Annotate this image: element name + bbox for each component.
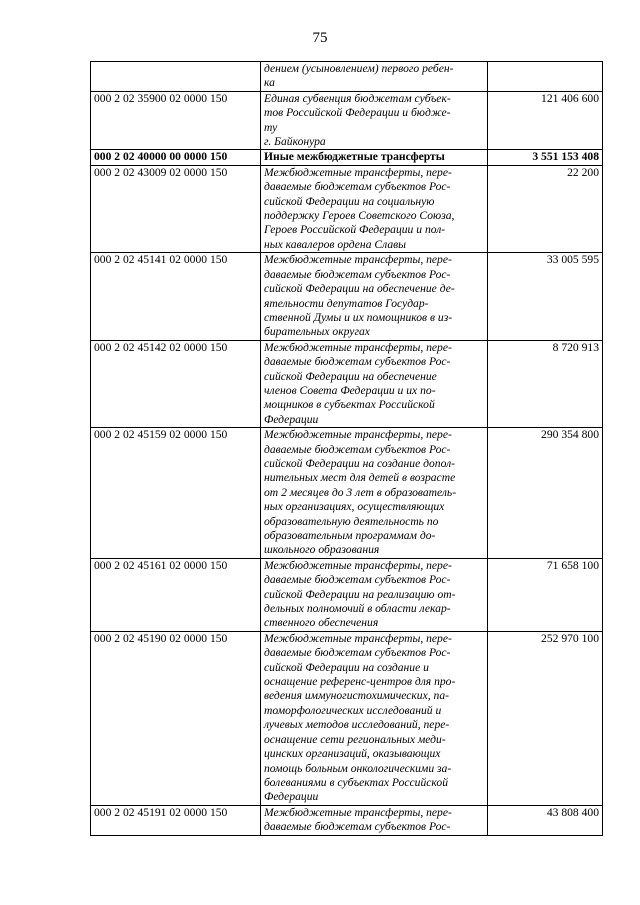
description-line: дением (усыновлением) первого ребен- [264,62,454,75]
description-line: поддержку Героев Советского Союза, [264,209,455,223]
description-line: нительных мест для детей в возрасте [264,471,456,485]
description-line: сийской Федерации на обеспечение де- [264,282,455,296]
table-row [91,150,603,165]
description-line: Межбюджетные трансферты, пере- [264,428,452,442]
description-cell [261,150,488,165]
description-line: бирательных округах [264,325,370,339]
amount-cell: 8 720 913 [488,340,603,427]
amount-cell: 252 970 100 [488,631,603,805]
description-line: сийской Федерации на создание и [264,660,429,674]
budget-table [90,61,603,836]
table-row [91,165,603,252]
description-line: даваемые бюджетам субъектов Рос- [264,180,451,194]
description-line: томорфологических исследований и [264,703,442,717]
budget-code-cell: 000 2 02 43009 02 0000 150 [91,165,261,252]
description-line: образовательным программам до- [264,529,436,542]
table-row [91,428,603,559]
table-row [91,340,603,427]
description-line: Межбюджетные трансферты, пере- [264,631,452,645]
description-line: ных кавалеров ордена Славы [264,237,406,251]
description-line: сийской Федерации на социальную [264,194,435,208]
description-line: ственного обеспечения [264,616,379,630]
description-line: оснащение сети региональных меди- [264,732,446,746]
description-line: членов Совета Федерации и их по- [264,383,436,397]
amount-cell: 33 005 595 [488,253,603,340]
description-line: Федерации [264,412,319,426]
description-line: образовательную деятельность по [264,514,439,528]
page-number: 75 [312,30,328,46]
description-line: Героев Российской Федерации и пол- [264,223,446,237]
description-line: помощь больным онкологическими за- [264,761,452,775]
description-line: ятельности депутатов Государ- [264,296,429,310]
description-line: школьного образования [264,543,380,557]
description-line: цинских организаций, оказывающих [264,747,441,761]
description-line: тов Российской Федерации и бюдже- [264,106,451,120]
description-line: мощников в субъектах Российской [264,398,435,412]
description-line: болеваниями в субъектах Российской [264,775,448,789]
description-line: Межбюджетные трансферты, пере- [264,253,452,267]
table-row [91,253,603,340]
budget-code-cell: 000 2 02 45190 02 0000 150 [91,631,261,805]
budget-code-cell: 000 2 02 45161 02 0000 150 [91,558,261,631]
description-line: от 2 месяцев до 3 лет в образователь- [264,485,457,499]
description-line: оснащение референс-центров для про- [264,675,456,689]
amount-cell: 43 808 400 [488,805,603,835]
description-line: сийской Федерации на обеспечение [264,369,437,383]
table-body [91,62,603,836]
budget-code-cell [91,62,261,92]
budget-code-cell: 000 2 02 35900 02 0000 150 [91,91,261,150]
description-cell [261,165,488,252]
description-line: Федерации [264,790,319,804]
amount-cell: 3 551 153 408 [488,150,603,165]
budget-code-cell: 000 2 02 40000 00 0000 150 [91,150,261,165]
amount-cell: 290 354 800 [488,428,603,559]
description-cell [261,91,488,150]
description-line: дельных полномочий в области лекар- [264,602,451,616]
amount-cell: 22 200 [488,165,603,252]
budget-code-cell: 000 2 02 45191 02 0000 150 [91,805,261,835]
description-cell [261,253,488,340]
description-cell [261,428,488,559]
description-line: Единая субвенция бюджетам субъек- [264,91,451,105]
description-line: даваемые бюджетам субъектов Рос- [264,442,451,456]
description-line: ту [264,120,278,134]
description-line: даваемые бюджетам субъектов Рос- [264,573,451,587]
description-line: г. Байконура [264,135,326,149]
description-line: ных организациях, осуществляющих [264,500,445,514]
description-line: даваемые бюджетам субъектов Рос- [264,646,451,660]
description-line: сийской Федерации на создание допол- [264,456,456,470]
description-line: ственной Думы и их помощников в из- [264,310,453,324]
table-row [91,62,603,92]
description-cell [261,631,488,805]
table-row [91,805,603,835]
description-line: даваемые бюджетам субъектов Рос- [264,267,451,281]
budget-code-cell: 000 2 02 45159 02 0000 150 [91,428,261,559]
description-cell [261,340,488,427]
description-line: ка [264,76,275,90]
description-cell [261,558,488,631]
description-line: Межбюджетные трансферты, пере- [264,165,452,179]
description-cell [261,805,488,835]
description-line: Иные межбюджетные трансферты [264,150,445,164]
description-line: даваемые бюджетам субъектов Рос- [264,355,451,369]
amount-cell: 121 406 600 [488,91,603,150]
description-line: сийской Федерации на реализацию от- [264,587,456,601]
description-line: ведения иммуногистохимических, па- [264,689,449,703]
amount-cell: 71 658 100 [488,558,603,631]
table-row [91,91,603,150]
description-line: даваемые бюджетам субъектов Рос- [264,820,451,834]
description-line: Межбюджетные трансферты, пере- [264,805,452,819]
budget-code-cell: 000 2 02 45142 02 0000 150 [91,340,261,427]
amount-cell [488,62,603,92]
description-cell [261,62,488,92]
table-row [91,631,603,805]
description-line: Межбюджетные трансферты, пере- [264,340,452,354]
description-line: лучевых методов исследований, пере- [264,718,450,732]
table-row [91,558,603,631]
budget-code-cell: 000 2 02 45141 02 0000 150 [91,253,261,340]
description-line: Межбюджетные трансферты, пере- [264,558,452,572]
